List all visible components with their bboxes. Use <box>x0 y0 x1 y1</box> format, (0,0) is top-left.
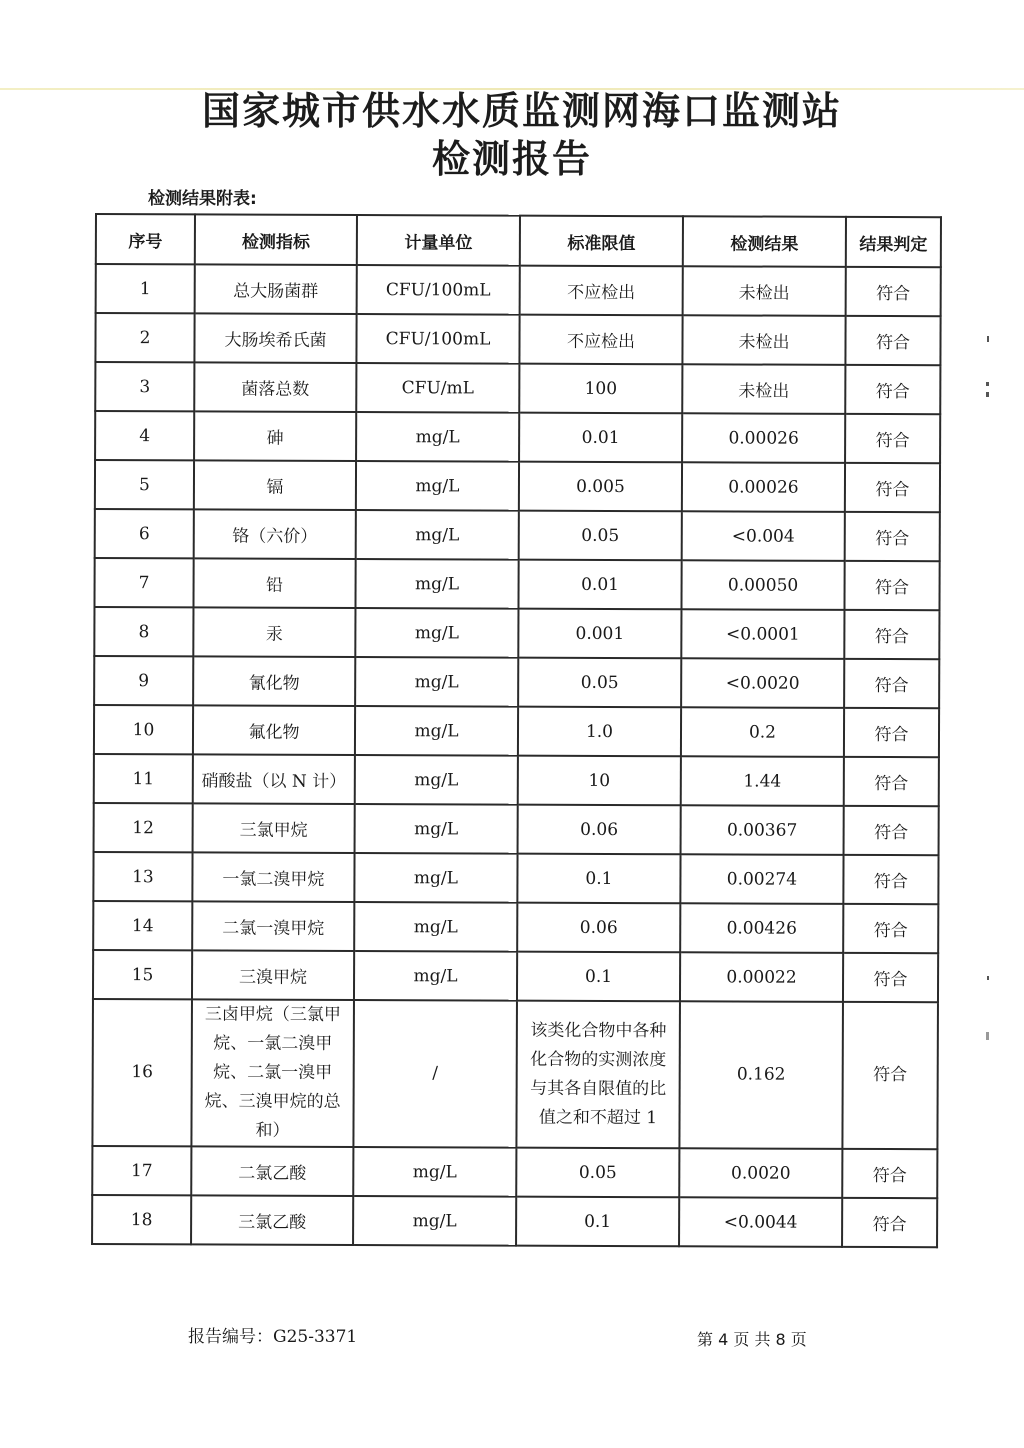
scan-speck <box>986 1032 989 1040</box>
cell-result: 1.44 <box>681 756 844 806</box>
cell-limit: 0.06 <box>517 903 680 953</box>
cell-indicator: 汞 <box>193 607 355 657</box>
cell-unit: mg/L <box>354 853 517 903</box>
cell-judgement: 符合 <box>845 414 940 463</box>
table-caption: 检测结果附表: <box>148 189 257 209</box>
cell-unit: mg/L <box>356 412 519 462</box>
table-row <box>94 754 939 806</box>
cell-index: 1 <box>96 264 195 313</box>
cell-result: 未检出 <box>682 315 845 365</box>
cell-index: 11 <box>94 754 193 803</box>
column-header-result: 检测结果 <box>683 216 846 267</box>
cell-index: 6 <box>95 509 194 558</box>
column-header-unit: 计量单位 <box>357 215 520 266</box>
cell-judgement: 符合 <box>845 365 940 414</box>
cell-index: 8 <box>94 607 193 656</box>
page-number: 第 4 页 共 8 页 <box>697 1330 807 1349</box>
table-row <box>94 656 939 708</box>
cell-index: 9 <box>94 656 193 705</box>
cell-limit: 100 <box>519 364 682 414</box>
cell-limit: 10 <box>518 756 681 806</box>
cell-judgement: 符合 <box>845 316 940 365</box>
cell-index: 13 <box>93 852 192 901</box>
table-row <box>92 1195 937 1247</box>
cell-limit: 0.06 <box>518 805 681 855</box>
cell-result: 0.00426 <box>680 903 843 953</box>
cell-indicator: 镉 <box>194 460 356 510</box>
cell-result: 0.00367 <box>681 805 844 855</box>
cell-result: 未检出 <box>683 266 846 316</box>
table-header-row <box>96 214 941 267</box>
cell-limit: 0.001 <box>518 609 681 659</box>
cell-limit: 0.05 <box>516 1148 679 1198</box>
cell-index: 2 <box>95 313 194 362</box>
table-row <box>95 509 940 561</box>
cell-result: 0.00026 <box>682 413 845 463</box>
cell-result: <0.0001 <box>681 609 844 659</box>
cell-unit: mg/L <box>355 559 518 609</box>
table-row <box>95 411 940 463</box>
scan-speck <box>986 392 989 397</box>
cell-judgement: 符合 <box>844 806 939 855</box>
cell-judgement: 符合 <box>844 561 939 610</box>
table-row <box>96 264 941 316</box>
cell-index: 16 <box>92 999 192 1146</box>
cell-result: 0.00050 <box>681 560 844 610</box>
cell-unit: mg/L <box>355 804 518 854</box>
cell-result: 0.00274 <box>680 854 843 904</box>
cell-judgement: 符合 <box>845 512 940 561</box>
cell-index: 12 <box>94 803 193 852</box>
cell-judgement: 符合 <box>844 610 939 659</box>
cell-judgement: 符合 <box>842 1198 937 1247</box>
cell-judgement: 符合 <box>844 708 939 757</box>
cell-limit: 该类化合物中各种化合物的实测浓度与其各自限值的比值之和不超过 1 <box>516 1001 680 1149</box>
cell-indicator: 硝酸盐（以 N 计） <box>193 754 355 804</box>
cell-judgement: 符合 <box>845 463 940 512</box>
cell-unit: mg/L <box>354 902 517 952</box>
cell-indicator: 三溴甲烷 <box>192 950 354 1000</box>
cell-index: 18 <box>92 1195 191 1244</box>
cell-result: 0.162 <box>679 1001 843 1149</box>
cell-index: 14 <box>93 901 192 950</box>
cell-indicator: 铬（六价） <box>194 509 356 559</box>
cell-unit: CFU/mL <box>356 363 519 413</box>
table-row <box>94 705 939 757</box>
table-row <box>95 313 940 365</box>
column-header-index: 序号 <box>96 214 195 264</box>
cell-limit: 0.1 <box>517 952 680 1002</box>
table-row <box>94 558 939 610</box>
cell-indicator: 氟化物 <box>193 705 355 755</box>
cell-indicator: 氰化物 <box>193 656 355 706</box>
table-row <box>95 362 940 414</box>
cell-result: 0.0020 <box>679 1148 842 1198</box>
table-row <box>95 460 940 512</box>
cell-result: <0.0044 <box>679 1197 842 1247</box>
cell-index: 3 <box>95 362 194 411</box>
cell-judgement: 符合 <box>844 659 939 708</box>
cell-result: 未检出 <box>682 364 845 414</box>
cell-result: <0.004 <box>682 511 845 561</box>
cell-unit: mg/L <box>355 657 518 707</box>
cell-limit: 0.05 <box>518 658 681 708</box>
cell-indicator: 三卤甲烷（三氯甲烷、一氯二溴甲烷、二氯一溴甲烷、三溴甲烷的总和） <box>191 999 354 1147</box>
scan-speck <box>986 382 989 386</box>
cell-indicator: 铅 <box>193 558 355 608</box>
cell-limit: 0.1 <box>517 854 680 904</box>
column-header-indicator: 检测指标 <box>195 214 357 265</box>
cell-result: 0.2 <box>681 707 844 757</box>
cell-judgement: 符合 <box>843 855 938 904</box>
cell-index: 10 <box>94 705 193 754</box>
scan-speck <box>987 976 989 980</box>
cell-limit: 1.0 <box>518 707 681 757</box>
cell-limit: 不应检出 <box>519 315 682 365</box>
results-table <box>91 213 942 1248</box>
report-subtitle: 检测报告 <box>431 137 592 181</box>
column-header-judgement: 结果判定 <box>846 217 941 267</box>
cell-unit: mg/L <box>356 461 519 511</box>
cell-judgement: 符合 <box>843 904 938 953</box>
cell-unit: mg/L <box>354 951 517 1001</box>
report-number: 报告编号：G25-3371 <box>188 1327 358 1347</box>
cell-index: 15 <box>93 950 192 999</box>
cell-judgement: 符合 <box>846 267 941 316</box>
cell-result: 0.00022 <box>680 952 843 1002</box>
cell-unit: CFU/100mL <box>357 265 520 315</box>
cell-index: 7 <box>94 558 193 607</box>
cell-limit: 不应检出 <box>520 266 683 316</box>
report-title: 国家城市供水水质监测网海口监测站 <box>201 89 842 133</box>
cell-limit: 0.05 <box>519 511 682 561</box>
table-row <box>94 803 939 855</box>
cell-judgement: 符合 <box>843 953 938 1002</box>
cell-judgement: 符合 <box>842 1002 938 1149</box>
cell-index: 4 <box>95 411 194 460</box>
cell-indicator: 二氯乙酸 <box>191 1146 353 1196</box>
cell-unit: mg/L <box>356 510 519 560</box>
cell-limit: 0.005 <box>519 462 682 512</box>
cell-index: 17 <box>92 1146 191 1195</box>
cell-unit: / <box>353 1000 517 1148</box>
column-header-limit: 标准限值 <box>520 216 683 267</box>
cell-unit: CFU/100mL <box>356 314 519 364</box>
cell-indicator: 三氯甲烷 <box>193 803 355 853</box>
cell-limit: 0.01 <box>519 413 682 463</box>
cell-indicator: 三氯乙酸 <box>191 1195 353 1245</box>
cell-indicator: 砷 <box>194 411 356 461</box>
cell-indicator: 大肠埃希氏菌 <box>194 313 356 363</box>
table-row <box>93 901 938 953</box>
cell-index: 5 <box>95 460 194 509</box>
table-row <box>92 999 938 1149</box>
cell-result: <0.0020 <box>681 658 844 708</box>
scan-speck <box>987 336 989 342</box>
table-row <box>93 950 938 1002</box>
cell-unit: mg/L <box>355 755 518 805</box>
cell-judgement: 符合 <box>842 1149 937 1198</box>
cell-indicator: 总大肠菌群 <box>195 264 357 314</box>
cell-indicator: 一氯二溴甲烷 <box>192 852 354 902</box>
cell-limit: 0.1 <box>516 1197 679 1247</box>
table-row <box>93 852 938 904</box>
cell-unit: mg/L <box>355 608 518 658</box>
cell-judgement: 符合 <box>844 757 939 806</box>
table-row <box>94 607 939 659</box>
cell-limit: 0.01 <box>518 560 681 610</box>
table-row <box>92 1146 937 1198</box>
cell-unit: mg/L <box>355 706 518 756</box>
cell-indicator: 二氯一溴甲烷 <box>192 901 354 951</box>
cell-result: 0.00026 <box>682 462 845 512</box>
cell-unit: mg/L <box>353 1147 516 1197</box>
cell-indicator: 菌落总数 <box>194 362 356 412</box>
cell-unit: mg/L <box>353 1196 516 1246</box>
